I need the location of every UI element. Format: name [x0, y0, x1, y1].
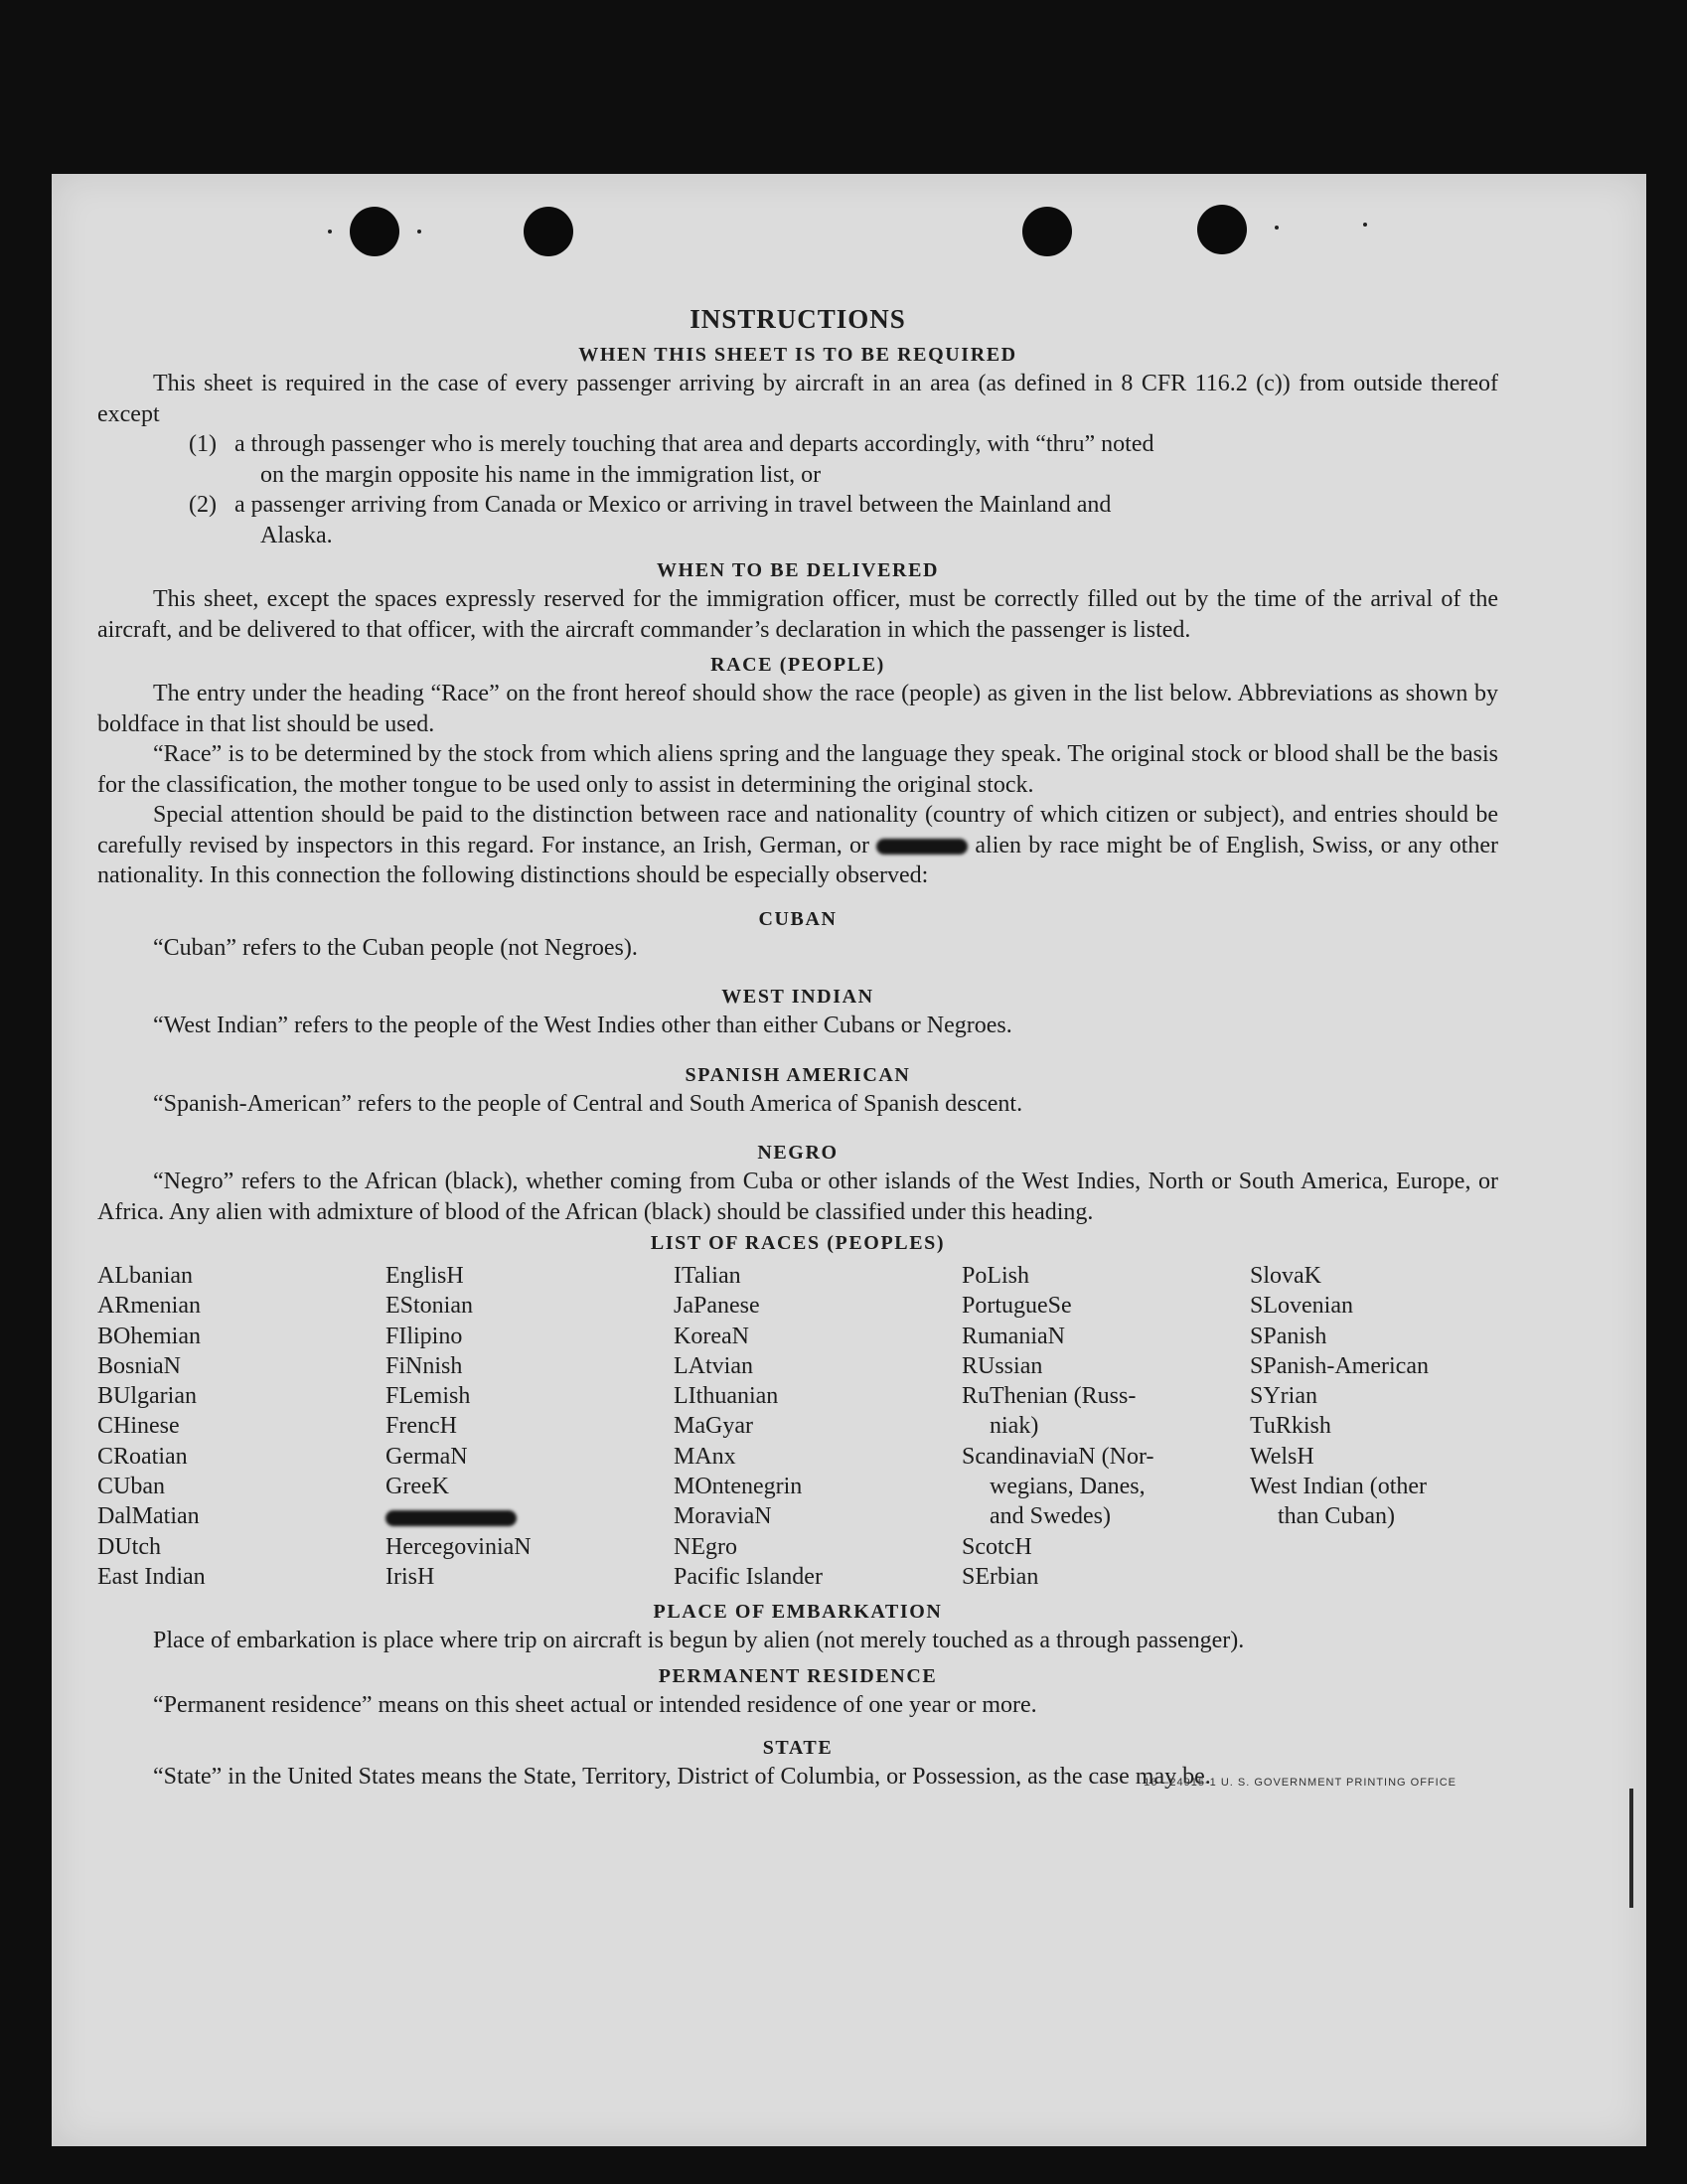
race-item-west-indian	[1250, 1472, 1498, 1532]
race-item-line: RuThenian (Russ-	[962, 1383, 1137, 1410]
speck	[1275, 226, 1279, 230]
race-item: JaPanese	[674, 1293, 760, 1320]
race-item: DUtch	[97, 1533, 161, 1560]
race-item: SPanish	[1250, 1323, 1327, 1349]
printing-office-note: 16—24915-1 U. S. GOVERNMENT PRINTING OFFICE	[1144, 1776, 1457, 1789]
race-item: East Indian	[97, 1563, 206, 1590]
exception-item-1	[97, 429, 1498, 490]
race-paragraph-3	[97, 800, 1498, 891]
race-item-cont: and Swedes)	[990, 1503, 1111, 1530]
race-item: MaGyar	[674, 1413, 753, 1440]
cuban-text: “Cuban” refers to the Cuban people (not Negroes).	[153, 934, 638, 961]
race-item-cont: than Cuban)	[1278, 1503, 1395, 1530]
race-item: ALbanian	[97, 1263, 193, 1289]
race-column-4	[962, 1261, 1250, 1592]
race-item: LIthuanian	[674, 1383, 779, 1410]
race-item-redacted	[385, 1501, 674, 1531]
race-paragraph-3a: Special attention should be paid to the distinction between race and nationality (country of which citizen or subject), and entries should be carefully revised by inspectors in this regard. For instance, an Irish, German, or	[97, 802, 1498, 858]
race-item: ARmenian	[97, 1293, 201, 1320]
race-item: SYrian	[1250, 1383, 1317, 1410]
speck	[1363, 223, 1367, 227]
race-item: CRoatian	[97, 1443, 188, 1470]
race-paragraph-3b: alien by race might be of English, Swiss, or any other nationality. In this connection the following distinctions should be especially observed:	[97, 832, 1499, 888]
race-item: MAnx	[674, 1443, 736, 1470]
race-column-1	[97, 1261, 385, 1592]
race-item: BOhemian	[97, 1323, 201, 1349]
race-item-scandinavian	[962, 1442, 1250, 1532]
race-column-5	[1250, 1261, 1498, 1592]
race-item: RUssian	[962, 1352, 1043, 1379]
redaction-mark	[876, 839, 968, 855]
item-text	[234, 429, 1498, 490]
item-text-cont: Alaska.	[260, 522, 333, 548]
heading-when-delivered: WHEN TO BE DELIVERED	[656, 559, 940, 581]
race-item: DalMatian	[97, 1503, 200, 1530]
race-item: GreeK	[385, 1474, 449, 1500]
heading-west-indian: WEST INDIAN	[721, 986, 874, 1008]
race-item: FrencH	[385, 1413, 457, 1440]
west-indian-text: “West Indian” refers to the people of the West Indies other than either Cubans or Negroes.	[153, 1013, 1012, 1038]
race-paragraph-2: “Race” is to be determined by the stock from which aliens spring and the language they speak. The original stock or blood shall be the basis for the classification, the mother tongue to be used only to assist in determining the original stock.	[97, 741, 1498, 798]
heading-state: STATE	[762, 1737, 834, 1760]
race-item: CHinese	[97, 1413, 180, 1440]
state-text: “State” in the United States means the State, Territory, District of Columbia, or Possession, as the case may be.	[153, 1764, 1211, 1791]
race-paragraph-1: The entry under the heading “Race” on the front hereof should show the race (people) as given in the list below. Abbreviations as shown by boldface in that list should be used.	[97, 681, 1498, 737]
instructions-content	[97, 303, 1498, 1793]
race-item-line: West Indian (other	[1250, 1474, 1428, 1500]
punch-hole	[1022, 207, 1072, 256]
spanish-american-text: “Spanish-American” refers to the people of Central and South America of Spanish descent.	[153, 1090, 1023, 1117]
race-item: WelsH	[1250, 1443, 1314, 1470]
race-item: BosniaN	[97, 1352, 181, 1379]
redaction-mark	[385, 1510, 517, 1526]
race-item: Pacific Islander	[674, 1563, 823, 1590]
item-number: (1)	[189, 431, 217, 457]
item-text-cont: on the margin opposite his name in the immigration list, or	[260, 461, 822, 488]
race-item: PortugueSe	[962, 1293, 1072, 1320]
race-item: SlovaK	[1250, 1263, 1321, 1289]
race-item: PoLish	[962, 1263, 1030, 1289]
race-item: FIlipino	[385, 1323, 463, 1349]
race-item: NEgro	[674, 1533, 737, 1560]
race-item: KoreaN	[674, 1323, 749, 1349]
race-item-line: ScandinaviaN (Nor-	[962, 1443, 1154, 1470]
heading-spanish-american: SPANISH AMERICAN	[685, 1063, 911, 1086]
race-item: ITalian	[674, 1263, 741, 1289]
item-text-line: a passenger arriving from Canada or Mexico or arriving in travel between the Mainland and	[234, 492, 1112, 518]
punch-hole	[1197, 205, 1247, 254]
when-required-intro: This sheet is required in the case of every passenger arriving by aircraft in an area (as defined in 8 CFR 116.2 (c)) from outside thereof except	[97, 371, 1498, 427]
race-item: TuRkish	[1250, 1413, 1331, 1440]
heading-embarkation: PLACE OF EMBARKATION	[653, 1601, 943, 1624]
race-list	[97, 1261, 1498, 1592]
heading-cuban: CUBAN	[758, 907, 838, 930]
item-text	[234, 490, 1498, 550]
negro-text: “Negro” refers to the African (black), whether coming from Cuba or other islands of the West Indies, North or South America, Europe, or Africa. Any alien with admixture of blood of the African (black) should be classified under this heading.	[97, 1169, 1498, 1225]
residence-text: “Permanent residence” means on this sheet actual or intended residence of one year or more.	[153, 1691, 1037, 1718]
race-item: ScotcH	[962, 1533, 1032, 1560]
item-number: (2)	[189, 492, 217, 518]
when-delivered-text: This sheet, except the spaces expressly reserved for the immigration officer, must be correctly filled out by the time of the arrival of the aircraft, and be delivered to that officer, with the aircraft commander’s declaration in which the passenger is listed.	[97, 586, 1498, 643]
sheet-edge	[1629, 1789, 1633, 1908]
race-item-ruthenian	[962, 1381, 1250, 1442]
punch-hole	[524, 207, 573, 256]
race-item: MoraviaN	[674, 1503, 772, 1530]
speck	[417, 230, 421, 234]
race-item-cont: niak)	[990, 1413, 1039, 1440]
race-item: EStonian	[385, 1293, 473, 1320]
race-item: RumaniaN	[962, 1323, 1065, 1349]
heading-negro: NEGRO	[757, 1142, 839, 1164]
race-item: IrisH	[385, 1563, 435, 1590]
race-item: SErbian	[962, 1563, 1039, 1590]
race-item: SLovenian	[1250, 1293, 1353, 1320]
race-column-3	[674, 1261, 962, 1592]
heading-list-of-races: LIST OF RACES (PEOPLES)	[650, 1232, 946, 1254]
race-item: HercegoviniaN	[385, 1533, 532, 1560]
race-column-2	[385, 1261, 674, 1592]
heading-when-required: WHEN THIS SHEET IS TO BE REQUIRED	[578, 344, 1017, 366]
race-item: BUlgarian	[97, 1383, 197, 1410]
exception-item-2	[97, 490, 1498, 550]
state-block	[97, 1762, 1498, 1793]
heading-race: RACE (PEOPLE)	[710, 654, 885, 676]
race-item-cont: wegians, Danes,	[990, 1474, 1146, 1500]
embarkation-text: Place of embarkation is place where trip on aircraft is begun by alien (not merely touched as a through passenger).	[153, 1628, 1245, 1654]
item-text-line: a through passenger who is merely touching that area and departs accordingly, with “thru” noted	[234, 431, 1154, 457]
heading-permanent-residence: PERMANENT RESIDENCE	[658, 1664, 938, 1687]
race-item: CUban	[97, 1474, 165, 1500]
race-item: FLemish	[385, 1383, 471, 1410]
race-item: LAtvian	[674, 1352, 753, 1379]
race-item: EnglisH	[385, 1263, 464, 1289]
race-item: FiNnish	[385, 1352, 463, 1379]
race-item: GermaN	[385, 1443, 468, 1470]
punch-hole	[350, 207, 399, 256]
race-item: SPanish-American	[1250, 1352, 1429, 1379]
page-title: INSTRUCTIONS	[690, 304, 906, 334]
speck	[328, 230, 332, 234]
race-item: MOntenegrin	[674, 1474, 803, 1500]
